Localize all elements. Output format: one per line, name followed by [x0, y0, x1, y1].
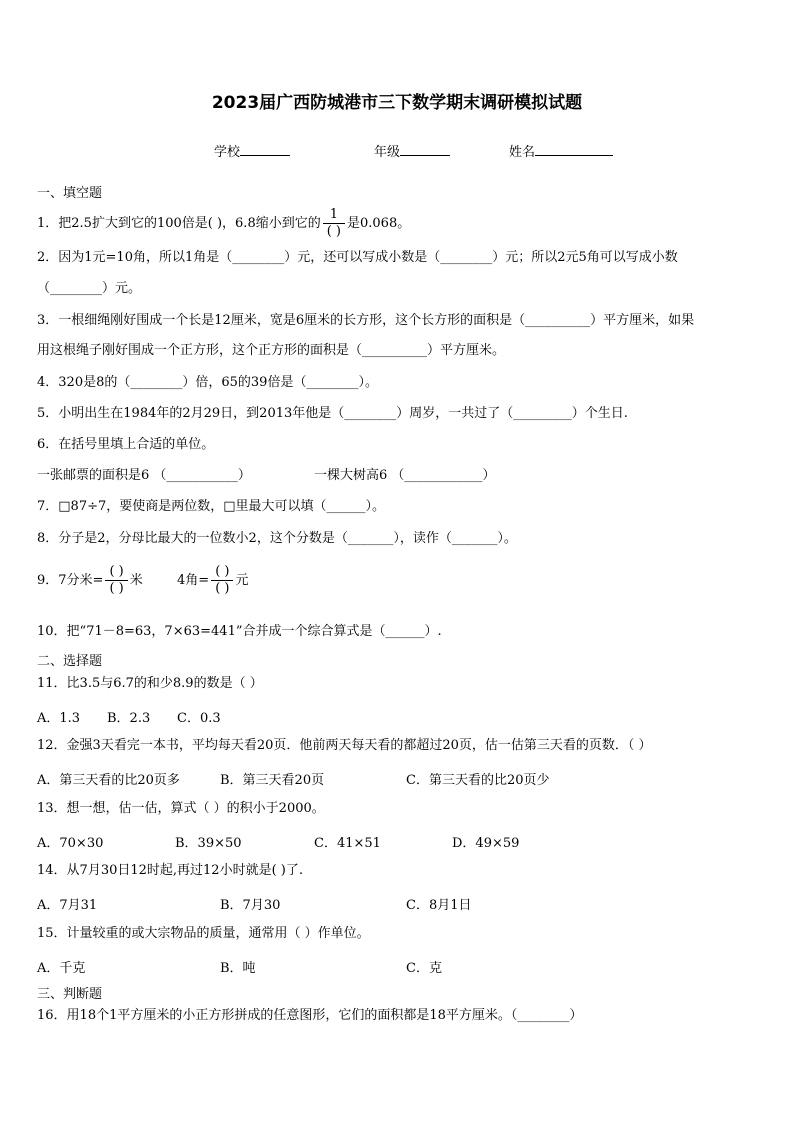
q9-text-a: 9．7分米= — [37, 573, 104, 588]
question-9 — [37, 564, 248, 597]
q9-text-b: 米 — [129, 573, 143, 588]
q9-fraction-2 — [211, 564, 233, 597]
q9-denominator-1: ( ) — [109, 581, 124, 596]
q9-fraction-1 — [105, 564, 127, 597]
school-label: 学校 — [214, 145, 241, 160]
q11-option-a[interactable]: A．1.3 — [37, 711, 81, 726]
q12-option-c[interactable]: C．第三天看的比20页少 — [406, 773, 550, 788]
q1-fraction — [323, 207, 345, 240]
question-16: 16．用18个1平方厘米的小正方形拼成的任意图形，它们的面积都是18平方厘米。（________） — [37, 1008, 583, 1023]
page-title: 2023届广西防城港市三下数学期末调研模拟试题 — [211, 93, 583, 113]
q1-denominator: ( ) — [326, 224, 341, 239]
question-13: 13．想一想，估一估，算式（ ）的积小于2000。 — [37, 801, 325, 816]
question-5: 5．小明出生在1984年的2月29日，到2013年他是（________）周岁，一共过了（_________）个生日. — [37, 406, 628, 421]
question-11: 11．比3.5与6.7的和少8.9的数是（ ） — [37, 676, 263, 691]
q13-option-c[interactable]: C．41×51 — [314, 836, 381, 851]
section-judgement: 三、判断题 — [37, 987, 103, 1002]
question-1 — [37, 207, 410, 240]
question-7: 7．□87÷7，要使商是两位数，□里最大可以填（______）。 — [37, 499, 386, 514]
section-fill-blank: 一、填空题 — [37, 186, 103, 201]
q12-option-a[interactable]: A．第三天看的比20页多 — [37, 773, 180, 788]
q15-option-a[interactable]: A．千克 — [37, 961, 86, 976]
question-3-line-1: 3．一根细绳刚好围成一个长是12厘米，宽是6厘米的长方形，这个长方形的面积是（__________）平方厘米，如果 — [37, 313, 695, 328]
name-label: 姓名 — [509, 145, 536, 160]
grade-label: 年级 — [374, 145, 401, 160]
grade-field — [374, 141, 450, 160]
q14-option-c[interactable]: C．8月1日 — [406, 898, 472, 913]
question-10: 10．把“71－8=63，7×63=441”合并成一个综合算式是（______）. — [37, 624, 442, 639]
question-6-part-1: 一张邮票的面积是6 （___________） — [37, 468, 251, 483]
question-15: 15．计量较重的或大宗物品的质量，通常用（ ）作单位。 — [37, 926, 370, 941]
section-choice: 二、选择题 — [37, 654, 103, 669]
name-field — [509, 141, 613, 160]
question-6: 6．在括号里填上合适的单位。 — [37, 437, 215, 452]
q9-text-c: 4角= — [177, 573, 210, 588]
name-blank[interactable] — [535, 143, 613, 156]
question-3-line-2: 用这根绳子刚好围成一个正方形，这个正方形的面积是（__________）平方厘米。 — [37, 343, 506, 358]
q11-option-c[interactable]: C．0.3 — [177, 711, 221, 726]
q13-option-b[interactable]: B．39×50 — [175, 836, 242, 851]
q9-text-d: 元 — [235, 573, 249, 588]
q14-option-b[interactable]: B．7月30 — [220, 898, 281, 913]
question-6-part-2: 一棵大树高6 （____________） — [314, 468, 496, 483]
q9-denominator-2: ( ) — [215, 581, 230, 596]
school-field — [214, 141, 290, 160]
school-blank[interactable] — [240, 143, 290, 156]
q9-numerator-2: ( ) — [211, 564, 233, 581]
question-12: 12．金强3天看完一本书，平均每天看20页．他前两天每天看的都超过20页，估一估第三天看的页数．（ ） — [37, 738, 652, 753]
q15-option-b[interactable]: B．吨 — [220, 961, 256, 976]
question-4: 4．320是8的（________）倍，65的39倍是（________）。 — [37, 375, 378, 390]
q1-text-b: 是0.068。 — [347, 216, 411, 231]
question-2-line-1: 2．因为1元=10角，所以1角是（________）元，还可以写成小数是（________）元；所以2元5角可以写成小数 — [37, 250, 678, 265]
q12-option-b[interactable]: B．第三天看20页 — [220, 773, 325, 788]
q11-option-b[interactable]: B．2.3 — [107, 711, 151, 726]
q15-option-c[interactable]: C．克 — [406, 961, 442, 976]
q1-numerator: 1 — [323, 207, 345, 224]
question-14: 14．从7月30日12时起,再过12小时就是( )了. — [37, 863, 303, 878]
q13-option-a[interactable]: A．70×30 — [37, 836, 104, 851]
q14-option-a[interactable]: A．7月31 — [37, 898, 98, 913]
question-8: 8．分子是2，分母比最大的一位数小2，这个分数是（_______），读作（_______）。 — [37, 531, 517, 546]
q9-numerator-1: ( ) — [105, 564, 127, 581]
q13-option-d[interactable]: D．49×59 — [452, 836, 520, 851]
q1-text-a: 1．把2.5扩大到它的100倍是( )，6.8缩小到它的 — [37, 216, 321, 231]
question-2-line-2: （________）元。 — [37, 281, 142, 296]
grade-blank[interactable] — [400, 143, 450, 156]
